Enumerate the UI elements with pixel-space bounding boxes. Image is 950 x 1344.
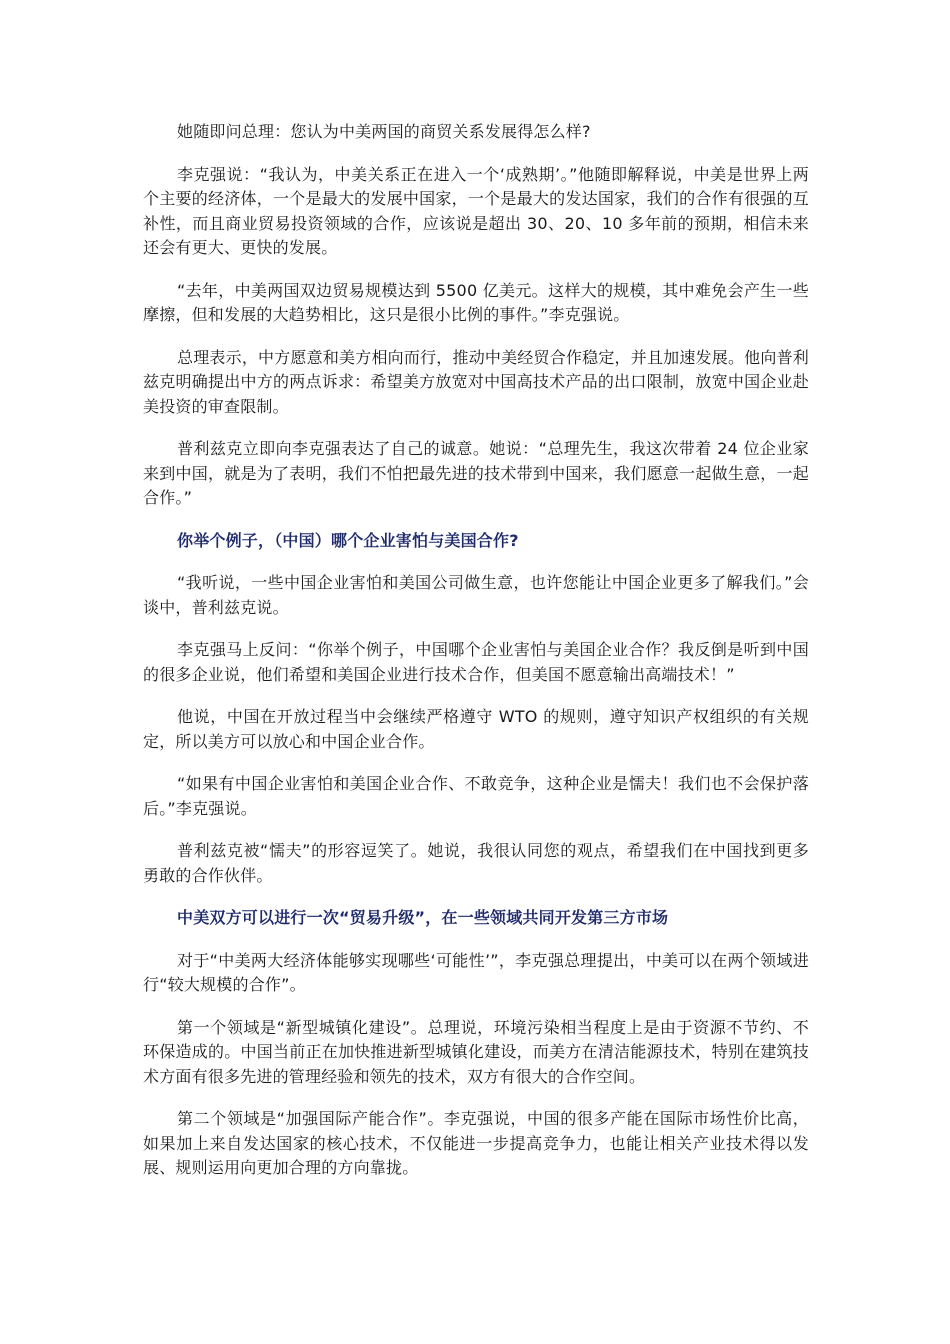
paragraph: 第一个领域是“新型城镇化建设”。总理说，环境污染相当程度上是由于资源不节约、不环保造成的。中国当前正在加快推进新型城镇化建设，而美方在清洁能源技术，特别在建筑技术方面有很多先进的管理经验和领先的技术，双方有很大的合作空间。 (143, 1017, 809, 1086)
paragraph: “去年，中美两国双边贸易规模达到 5500 亿美元。这样大的规模，其中难免会产生一些摩擦，但和发展的大趋势相比，这只是很小比例的事件。”李克强说。 (143, 280, 809, 324)
paragraph: 普利兹克立即向李克强表达了自己的诚意。她说：“总理先生，我这次带着 24 位企业家来到中国，就是为了表明，我们不怕把最先进的技术带到中国来，我们愿意一起做生意，一起合作。” (143, 439, 809, 507)
paragraph: 总理表示，中方愿意和美方相向而行，推动中美经贸合作稳定，并且加速发展。他向普利兹克明确提出中方的两点诉求：希望美方放宽对中国高技术产品的出口限制，放宽中国企业赴美投资的审查限制。 (143, 347, 809, 416)
paragraph: 普利兹克被“懦夫”的形容逗笑了。她说，我很认同您的观点，希望我们在中国找到更多勇敢的合作伙伴。 (143, 841, 809, 885)
paragraph: 李克强马上反问：“你举个例子，中国哪个企业害怕与美国企业合作？我反倒是听到中国的很多企业说，他们希望和美国企业进行技术合作，但美国不愿意输出高端技术！” (143, 640, 809, 684)
section-heading: 你举个例子，（中国）哪个企业害怕与美国合作? (177, 530, 519, 550)
paragraph: 李克强说：“我认为，中美关系正在进入一个‘成熟期’。”他随即解释说，中美是世界上两个主要的经济体，一个是最大的发展中国家，一个是最大的发达国家，我们的合作有很强的互补性，而且商业贸易投资领域的合作，应该说是超出 30、20、10 多年前的预期，相信未来还会有更大、更快的发展。 (143, 164, 809, 257)
paragraph: 她随即问总理：您认为中美两国的商贸关系发展得怎么样? (177, 122, 591, 141)
paragraph: 对于“中美两大经济体能够实现哪些‘可能性’”，李克强总理提出，中美可以在两个领域进行“较大规模的合作”。 (143, 950, 809, 994)
paragraph: 第二个领域是“加强国际产能合作”。李克强说，中国的很多产能在国际市场性价比高，如果加上来自发达国家的核心技术，不仅能进一步提高竞争力，也能让相关产业技术得以发展、规则运用向更加合理的方向靠拢。 (143, 1109, 809, 1177)
paragraph: “我听说，一些中国企业害怕和美国公司做生意，也许您能让中国企业更多了解我们。”会谈中，普利兹克说。 (143, 573, 809, 617)
paragraph: 他说，中国在开放过程当中会继续严格遵守 WTO 的规则，遵守知识产权组织的有关规定，所以美方可以放心和中国企业合作。 (143, 707, 809, 751)
paragraph: “如果有中国企业害怕和美国企业合作、不敢竞争，这种企业是懦夫！我们也不会保护落后。”李克强说。 (143, 774, 809, 818)
section-heading: 中美双方可以进行一次“贸易升级”，在一些领域共同开发第三方市场 (177, 908, 669, 927)
document-body (143, 120, 809, 1199)
